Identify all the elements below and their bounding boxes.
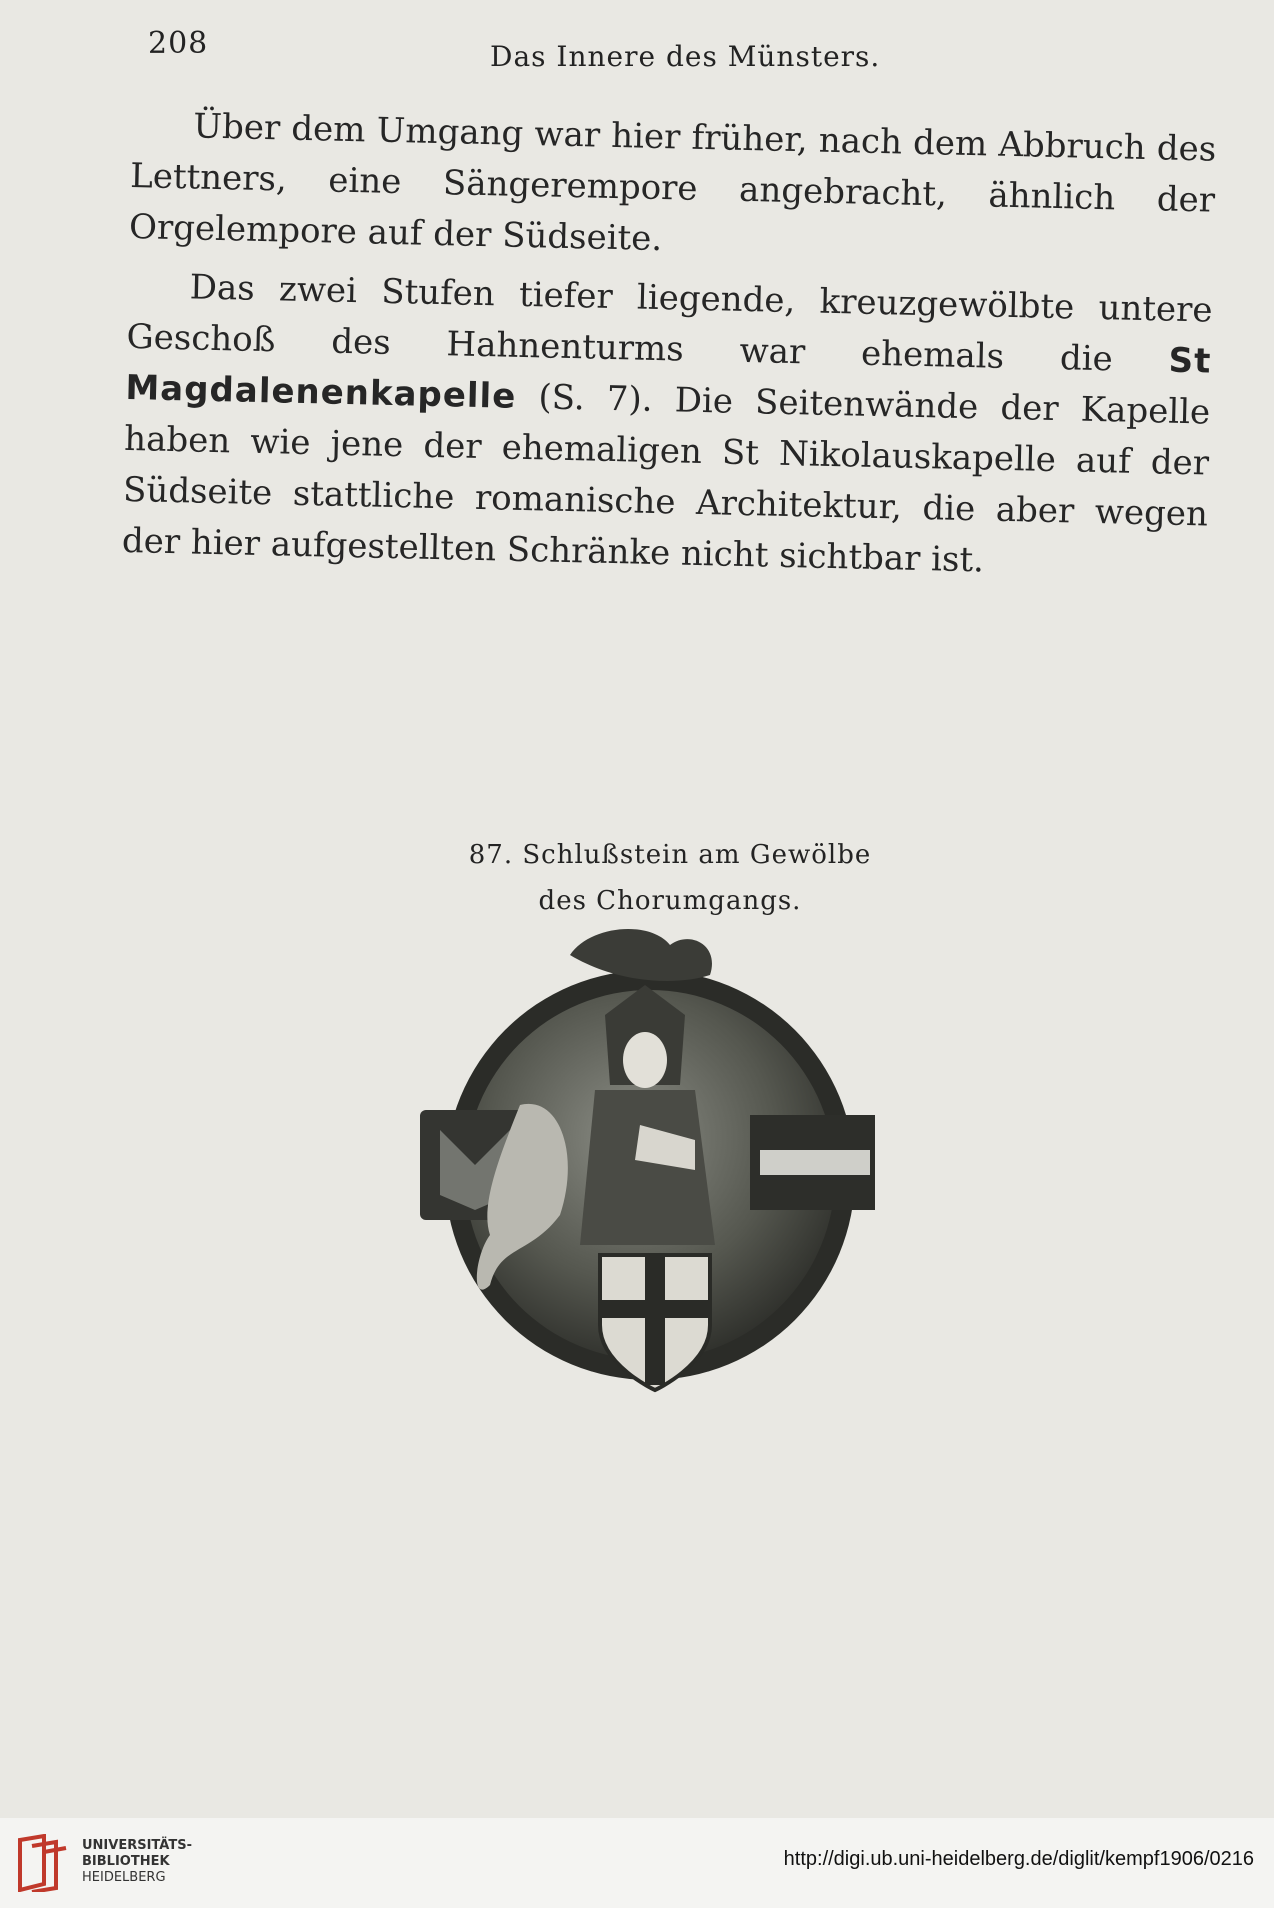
figure-caption — [440, 832, 900, 924]
paragraph-2-text-start: Das zwei Stufen tiefer liegende, kreuzgewölbte untere Geschoß des Hahnenturms war ehemals die — [126, 267, 1213, 381]
paragraph-1-text: Über dem Umgang war hier früher, nach dem Abbruch des Lettners, eine Sängerempore angebracht, ähnlich der Orgelempore auf der Südseite. — [128, 106, 1217, 260]
running-head: Das Innere des Münsters. — [490, 40, 881, 73]
foliage-crest — [570, 929, 712, 981]
body-text — [121, 100, 1216, 599]
shield-cross-vertical — [645, 1255, 665, 1385]
caption-line-2: des Chorumgangs. — [538, 886, 802, 916]
library-name-line-2: BIBLIOTHEK — [82, 1854, 170, 1869]
paragraph-2 — [121, 261, 1213, 592]
library-footer — [0, 1818, 1274, 1908]
paragraph-2-text-end: (S. 7). Die Seitenwände der Kapelle haben wie jene der ehemaligen St Nikolauskapelle auf der Südseite stattliche romanische Architektur, die aber wegen der hier aufgestellten Schränke nicht sichtbar ist. — [121, 376, 1211, 581]
permalink-url[interactable]: http://digi.ub.uni-heidelberg.de/diglit/kempf1906/0216 — [783, 1848, 1254, 1870]
figure-face — [623, 1032, 667, 1088]
library-logo-icon — [14, 1834, 72, 1892]
library-name-line-3: HEIDELBERG — [82, 1870, 166, 1885]
caption-line-1: 87. Schlußstein am Gewölbe — [468, 840, 872, 870]
chapel-name-bold: St Magdalenenkapelle — [125, 340, 1212, 417]
page-number: 208 — [148, 26, 209, 61]
library-name-line-1: UNIVERSITÄTS- — [82, 1838, 192, 1853]
library-name — [82, 1838, 192, 1886]
shield-cross-horizontal — [600, 1300, 710, 1318]
keystone-illustration — [420, 925, 880, 1405]
banner-stripe — [760, 1150, 870, 1175]
paragraph-1 — [129, 100, 1217, 278]
